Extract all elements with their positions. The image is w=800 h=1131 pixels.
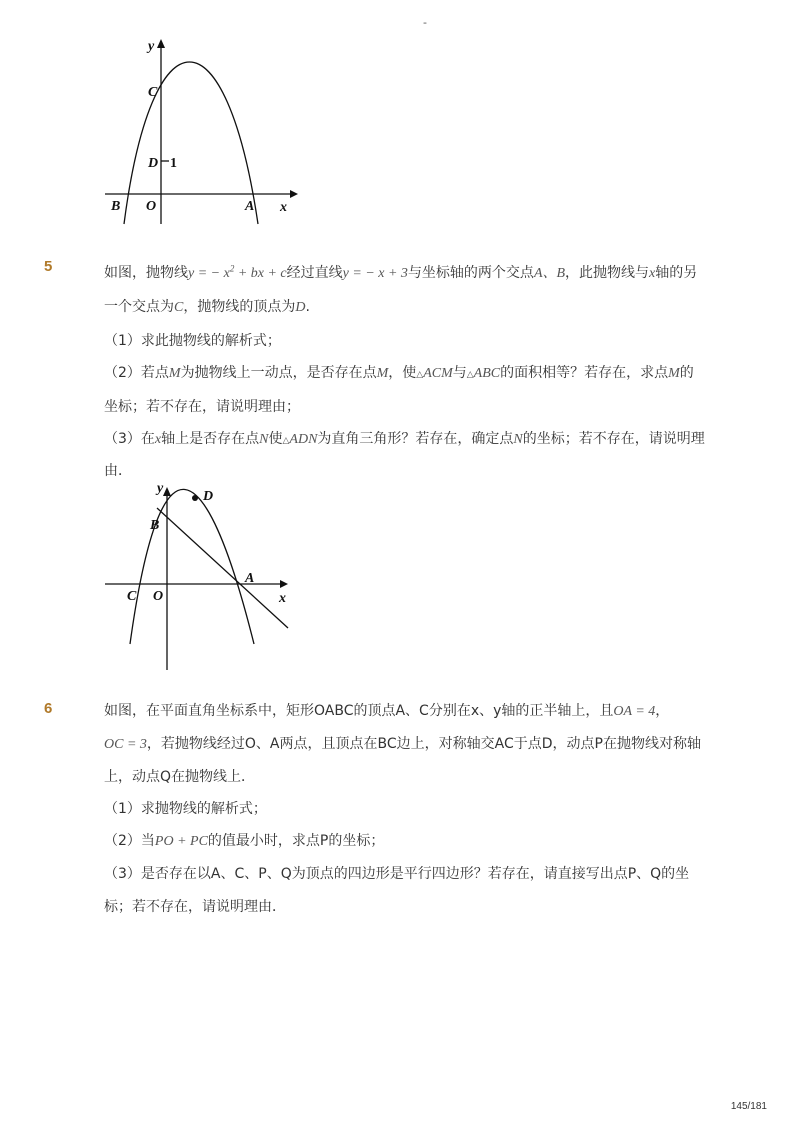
label-a: A (245, 571, 255, 586)
label-c: C (127, 589, 137, 604)
q6-line-2: OC = 3，若抛物线经过O、A两点，且顶点在BC边上，对称轴交AC于点D，动点P在抛物线对称轴 (104, 736, 701, 752)
q6-line-5: （2）当PO + PC的值最小时，求点P的坐标； (104, 833, 385, 849)
label-one: 1 (170, 156, 177, 171)
q6-line-7: 标；若不存在，请说明理由． (104, 899, 286, 915)
label-y: y (157, 481, 164, 496)
q5-line-3: （1）求此抛物线的解析式； (104, 333, 281, 349)
label-a: A (245, 199, 255, 214)
x-axis-arrow (290, 190, 298, 198)
figure-1-parabola (100, 36, 300, 226)
q6-line-6: （3）是否存在以A、C、P、Q为顶点的四边形是平行四边形？若存在，请直接写出点P、Q的坐 (104, 866, 690, 882)
q6-line-1: 如图，在平面直角坐标系中，矩形OABC的顶点A、C分别在x、y轴的正半轴上，且OA = 4， (104, 703, 670, 719)
top-mark: - (423, 16, 427, 29)
parabola-curve (124, 62, 258, 224)
q5-line-6: （3）在x轴上是否存在点N使△ADN为直角三角形？若存在，确定点N的坐标；若不存在，请说明理 (104, 431, 705, 447)
parabola-curve (130, 489, 254, 644)
question-5-number: 5 (44, 258, 53, 275)
question-6-number: 6 (44, 700, 53, 717)
label-x: x (280, 200, 287, 215)
label-b: B (111, 199, 121, 214)
q5-line-2: 一个交点为C，抛物线的顶点为D. (104, 299, 310, 315)
q5-line-7: 由． (104, 463, 132, 479)
q6-line-3: 上，动点Q在抛物线上． (104, 769, 256, 785)
y-axis-arrow (157, 39, 165, 48)
label-d: D (203, 489, 214, 504)
page-number: 145/181 (730, 1101, 767, 1112)
label-c: C (148, 85, 158, 100)
label-o: O (146, 199, 157, 214)
label-y: y (148, 39, 155, 54)
q5-line-5: 坐标；若不存在，请说明理由； (104, 399, 300, 415)
label-b: B (150, 518, 160, 533)
x-axis-arrow (280, 580, 288, 588)
y-axis-arrow (163, 487, 171, 496)
straight-line (157, 508, 288, 628)
label-d: D (148, 156, 159, 171)
label-x: x (279, 591, 286, 606)
label-o: O (153, 589, 164, 604)
vertex-d-point (192, 495, 198, 501)
figure-2-parabola-line (100, 478, 300, 674)
q5-line-4: （2）若点M为抛物线上一动点，是否存在点M，使△ACM与△ABC的面积相等？若存在，求点M的 (104, 365, 694, 381)
q6-line-4: （1）求抛物线的解析式； (104, 801, 267, 817)
q5-line-1: 如图，抛物线y = − $x^2$ + bx + c经过直线y = − x + 3与坐标轴的两个交点A、B，此抛物线与x轴的另 (104, 263, 698, 281)
